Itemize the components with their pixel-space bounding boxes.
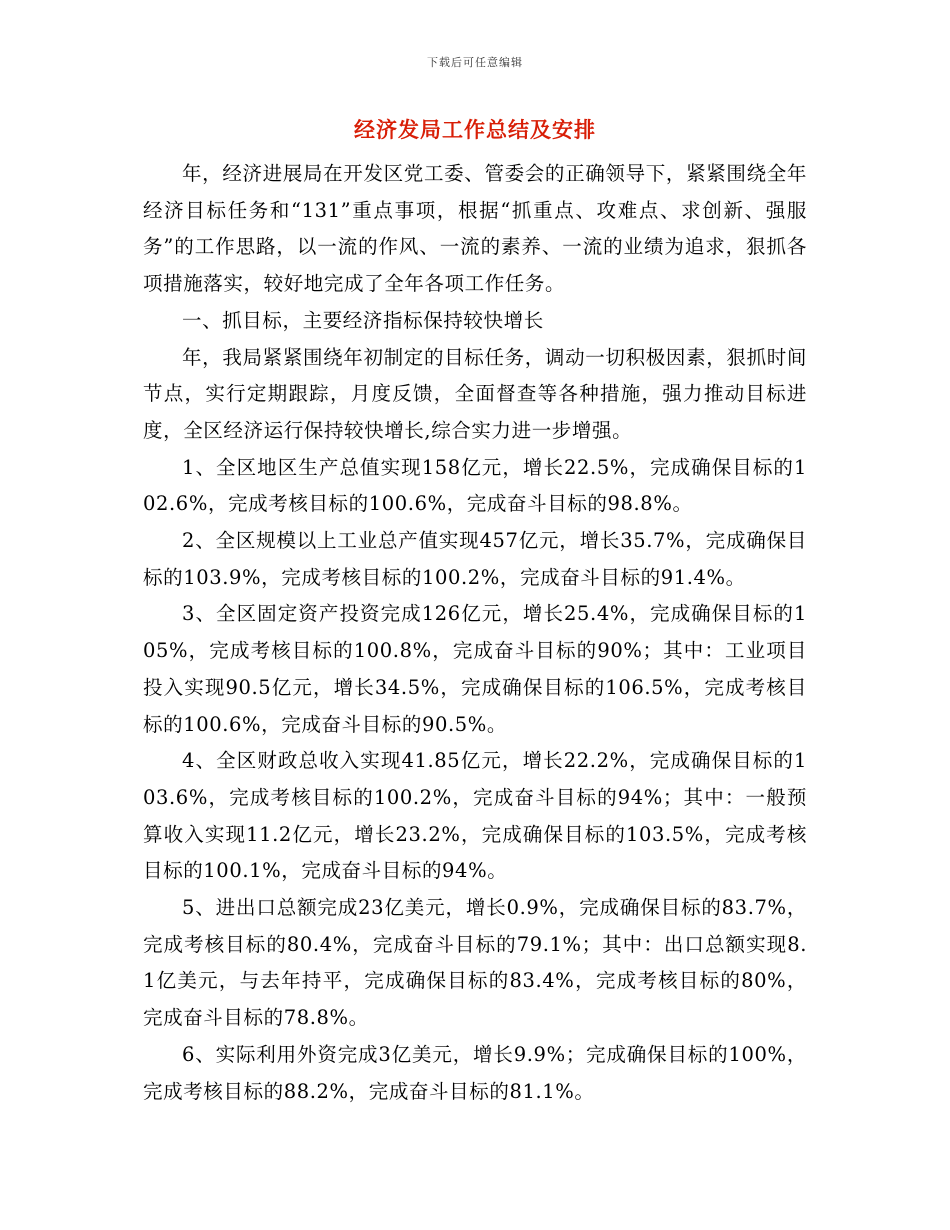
page-header-note: 下载后可任意编辑 xyxy=(427,56,523,69)
section-heading-1: 一、抓目标，主要经济指标保持较快增长 xyxy=(182,308,544,332)
item-5-import-export: 5、进出口总额完成23亿美元，增长0.9%，完成确保目标的83.7%，完成考核目标的80.4%，完成奋斗目标的79.1%；其中：出口总额实现8.1亿美元，与去年持平，完成确保目标的83.4%，完成考核目标的80%，完成奋斗目标的78.8%。 xyxy=(143,896,807,1030)
item-2-industrial-output: 2、全区规模以上工业总产值实现457亿元，增长35.7%，完成确保目标的103.9%，完成考核目标的100.2%，完成奋斗目标的91.4%。 xyxy=(143,529,807,589)
item-3-fixed-asset-investment: 3、全区固定资产投资完成126亿元，增长25.4%，完成确保目标的105%，完成考核目标的100.8%，完成奋斗目标的90%；其中：工业项目投入实现90.5亿元，增长34.5%，完成确保目标的106.5%，完成考核目标的100.6%，完成奋斗目标的90.5%。 xyxy=(143,602,807,736)
section-1-paragraph: 年，我局紧紧围绕年初制定的目标任务，调动一切积极因素，狠抓时间节点，实行定期跟踪，月度反馈，全面督查等各种措施，强力推动目标进度，全区经济运行保持较快增长,综合实力进一步增强。 xyxy=(143,345,807,442)
document-body xyxy=(143,156,807,1110)
document-title: 经济发局工作总结及安排 xyxy=(354,118,596,142)
item-1-gdp: 1、全区地区生产总值实现158亿元，增长22.5%，完成确保目标的102.6%，完成考核目标的100.6%，完成奋斗目标的98.8%。 xyxy=(143,455,807,516)
intro-paragraph: 年，经济进展局在开发区党工委、管委会的正确领导下，紧紧围绕全年经济目标任务和“131”重点事项，根据“抓重点、攻难点、求创新、强服务”的工作思路，以一流的作风、一流的素养、一流的业绩为追求，狠抓各项措施落实，较好地完成了全年各项工作任务。 xyxy=(143,162,807,296)
item-4-fiscal-revenue: 4、全区财政总收入实现41.85亿元，增长22.2%，完成确保目标的103.6%，完成考核目标的100.2%，完成奋斗目标的94%；其中：一般预算收入实现11.2亿元，增长23.2%，完成确保目标的103.5%，完成考核目标的100.1%，完成奋斗目标的94%。 xyxy=(143,749,807,883)
item-6-foreign-investment: 6、实际利用外资完成3亿美元，增长9.9%；完成确保目标的100%，完成考核目标的88.2%，完成奋斗目标的81.1%。 xyxy=(143,1042,807,1103)
